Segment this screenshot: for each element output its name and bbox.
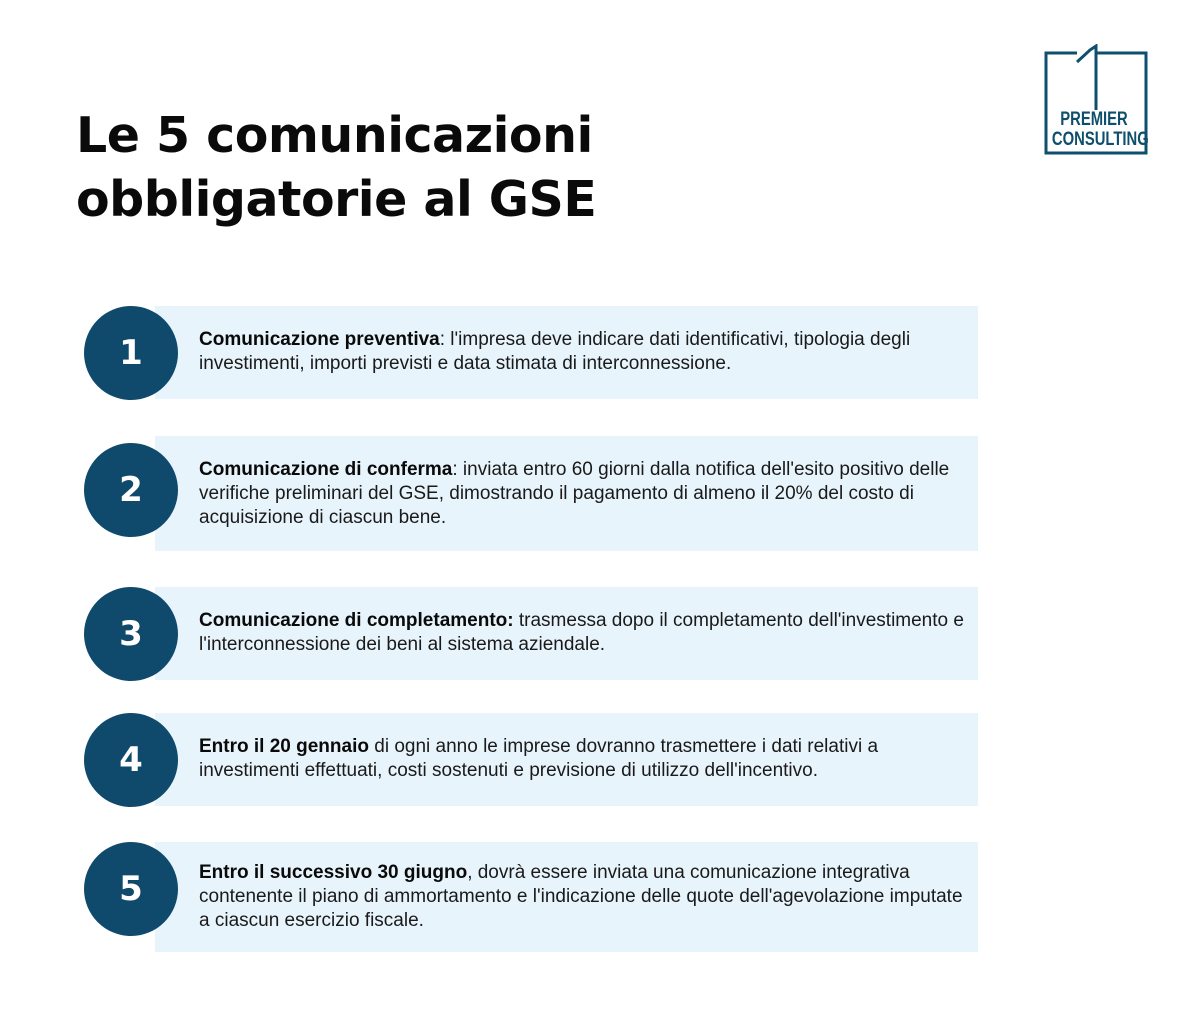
item-number-badge: 5 xyxy=(84,842,178,936)
item-bold-label: Entro il 20 gennaio xyxy=(199,736,369,757)
item-bold-label: Comunicazione di conferma xyxy=(199,459,453,480)
item-bold-label: Comunicazione di completamento: xyxy=(199,610,514,631)
item-description: , dovrà essere inviata una comunicazione integrativa contenente il piano di ammortamento e l'indicazione delle quote dell'agevolazione imputate a ciascun esercizio fiscale. xyxy=(199,862,963,931)
item-description: : l'impresa deve indicare dati identificativi, tipologia degli investimenti, importi previsti e data stimata di interconnessione. xyxy=(199,329,911,374)
item-number-badge: 2 xyxy=(84,443,178,537)
item-number-badge: 3 xyxy=(84,587,178,681)
item-text xyxy=(199,735,969,783)
item-description: : inviata entro 60 giorni dalla notifica dell'esito positivo delle verifiche preliminari del GSE, dimostrando il pagamento di almeno il 20% del costo di acquisizione di ciascun bene. xyxy=(199,459,950,528)
item-number-badge: 1 xyxy=(84,306,178,400)
list-item xyxy=(0,587,1200,680)
list-item xyxy=(0,713,1200,807)
logo-text-consulting: CONSULTING xyxy=(1051,129,1149,150)
item-description: trasmessa dopo il completamento dell'investimento e l'interconnessione dei beni al sistema aziendale. xyxy=(199,610,964,655)
item-text xyxy=(199,861,969,933)
item-bold-label: Comunicazione preventiva xyxy=(199,329,440,350)
item-bold-label: Entro il successivo 30 giugno xyxy=(199,862,468,883)
logo-text-premier: PREMIER xyxy=(1060,109,1128,130)
premier-consulting-logo xyxy=(1040,44,1152,158)
item-text xyxy=(199,328,969,376)
item-text xyxy=(199,458,969,530)
list-item xyxy=(0,436,1200,551)
page-title-line-2: obbligatorie al GSE xyxy=(76,171,597,228)
item-number-badge: 4 xyxy=(84,713,178,807)
item-text xyxy=(199,609,969,657)
list-item xyxy=(0,306,1200,400)
page-title xyxy=(76,104,596,232)
list-item xyxy=(0,842,1200,952)
page-title-line-1: Le 5 comunicazioni xyxy=(76,107,593,164)
item-description: di ogni anno le imprese dovranno trasmettere i dati relativi a investimenti effettuati, costi sostenuti e previsione di utilizzo dell'incentivo. xyxy=(199,736,879,781)
